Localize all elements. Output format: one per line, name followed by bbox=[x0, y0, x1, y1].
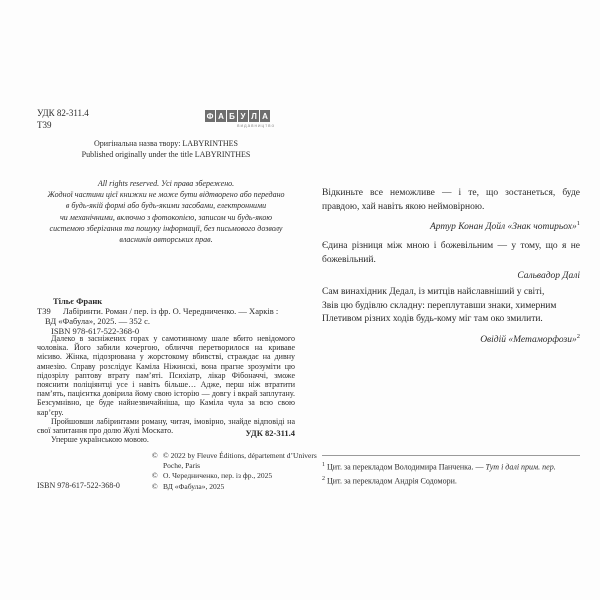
logo-letter-tile: Б bbox=[227, 110, 237, 122]
copyright-text: © 2022 by Fleuve Éditions, département d’Univers Poche, Paris bbox=[163, 451, 317, 470]
annotation-paragraph: Далеко в засніжених горах у самотинному шале вбито невідомого чоловіка. Його забили кочергою, обличчя перетворилося на криваве місиво. Жінка, підозрювана у жорстокому вбивстві, страждає на дивну амнезію. Справу розслідує Каміла Ніжинскі, вона прагне зрозуміти цю підозрілу раптову втрату пам’яті. Психіатр, лікар Фібоначчі, зможе пояснити поліціянтці усе і навіть більше… Адже, перш ніж втратити пам’ять, пацієнтка довірила йому свою історію — довгу і вкрай заплутану. Безсумнівно, це буде найнезвичайніша, що Каміла чула за всю свою кар’єру. bbox=[37, 334, 295, 417]
copyright-symbol: © bbox=[152, 471, 158, 480]
copyright-row bbox=[152, 471, 324, 481]
logo-letter-tile: У bbox=[238, 110, 248, 122]
original-title-line-uk: Оригінальна назва твору: LABYRINTHES bbox=[94, 139, 238, 148]
verse-line: Плетивом різних ходів будь-кому міг там око змилити. bbox=[322, 314, 543, 324]
isbn-bottom: ISBN 978-617-522-368-0 bbox=[37, 481, 120, 490]
logo-letter-tiles bbox=[205, 110, 275, 122]
footnote-reference: 1 bbox=[576, 220, 580, 227]
copyright-block bbox=[152, 451, 324, 492]
attribution-text: Овідій «Метаморфози» bbox=[480, 334, 577, 345]
isbn-biblio: ISBN 978-617-522-368-0 bbox=[51, 326, 140, 336]
quote-text: Відкиньте все неможливе — і те, що зостанеться, буде правдою, хай навіть якою неймовірною. bbox=[322, 188, 580, 212]
udk-classification-top bbox=[37, 107, 89, 131]
udk-number: УДК 82-311.4 bbox=[37, 108, 89, 118]
copyright-symbol: © bbox=[152, 451, 158, 460]
original-title-block bbox=[37, 138, 295, 160]
copyright-row bbox=[152, 451, 324, 470]
verse-line: Сам винахідник Дедал, із митців найславніший у світі, bbox=[322, 287, 545, 297]
udk-classification-bottom: УДК 82-311.4 bbox=[245, 428, 295, 438]
rights-line: чи механічними, включно з фотокопією, записом чи будь-якою bbox=[59, 212, 273, 222]
quote-attribution bbox=[322, 217, 580, 235]
footnote-text: Цит. за перекладом Андрія Содомори. bbox=[327, 476, 457, 486]
footnote-separator-rule bbox=[322, 455, 580, 456]
logo-letter-tile: А bbox=[260, 110, 270, 122]
epigraph-quote-3 bbox=[322, 286, 580, 347]
copyright-row bbox=[152, 482, 324, 492]
rights-line: системою зберігання та пошуку інформації, без письмового дозволу bbox=[49, 223, 283, 233]
quote-attribution bbox=[322, 270, 580, 284]
attribution-text: Артур Конан Дойл «Знак чотирьох» bbox=[429, 222, 577, 233]
rights-line: All rights reserved. Усі права збережено. bbox=[97, 179, 235, 188]
original-title-line-en: Published originally under the title LABYRINTHES bbox=[81, 150, 251, 159]
quote-attribution bbox=[322, 330, 580, 348]
logo-subtitle: видавництво bbox=[237, 123, 275, 128]
attribution-text: Сальвадор Далі bbox=[517, 271, 580, 281]
fabula-publisher-logo bbox=[205, 110, 275, 128]
logo-letter-tile: А bbox=[216, 110, 226, 122]
copyright-text: ВД «Фабула», 2025 bbox=[163, 481, 225, 491]
quote-text: Єдина різниця між мною і божевільним — у тому, що я не божевільний. bbox=[322, 241, 580, 265]
footnote-text: Цит. за перекладом Володимира Панченка. — bbox=[327, 462, 486, 472]
copyright-text: О. Чередниченко, пер. із фр., 2025 bbox=[163, 471, 273, 480]
rights-line: в будь-якій формі або будь-якими засобами, електронними bbox=[65, 201, 267, 211]
footnotes-block bbox=[322, 460, 574, 488]
bibliographic-entry-line: Лабіринти. Роман / пер. із фр. О. Чередниченко. — Харків : bbox=[63, 306, 279, 316]
logo-letter-tile: Л bbox=[249, 110, 259, 122]
footnote-number: 2 bbox=[322, 476, 325, 483]
bibliographic-entry-line: ВД «Фабула», 2025. — 352 с. bbox=[45, 316, 151, 326]
verse-line: Звів цю будівлю складну: переплутавши знаки, химерним bbox=[322, 300, 557, 311]
copyright-symbol: © bbox=[152, 481, 158, 491]
epigraph-quote-1 bbox=[322, 187, 580, 235]
footnote-reference: 2 bbox=[576, 332, 580, 340]
rights-line: власників авторських прав. bbox=[119, 235, 213, 245]
epigraph-quote-2 bbox=[322, 240, 580, 284]
footnote bbox=[322, 460, 574, 473]
rights-line: Жодної частини цієї книжки не може бути відтворено або передано bbox=[47, 190, 285, 200]
footnote-number: 1 bbox=[322, 462, 325, 468]
author-name: Тільє Франк bbox=[53, 296, 103, 306]
rights-reserved-block bbox=[37, 178, 295, 245]
footnote bbox=[322, 474, 574, 487]
footnote-text-italic: Тут і далі прим. пер. bbox=[485, 462, 556, 472]
annotation-paragraph: Пройшовши лабіринтами роману, читач, імовірно, знайде відповіді на свої запитання про долю Жулі Москато. bbox=[37, 416, 295, 436]
logo-letter-tile: Ф bbox=[206, 111, 214, 121]
catalog-code-top: Т39 bbox=[37, 120, 52, 130]
annotation-paragraph: Уперше українською мовою. bbox=[51, 435, 149, 445]
catalog-code-margin: Т39 bbox=[37, 306, 51, 316]
